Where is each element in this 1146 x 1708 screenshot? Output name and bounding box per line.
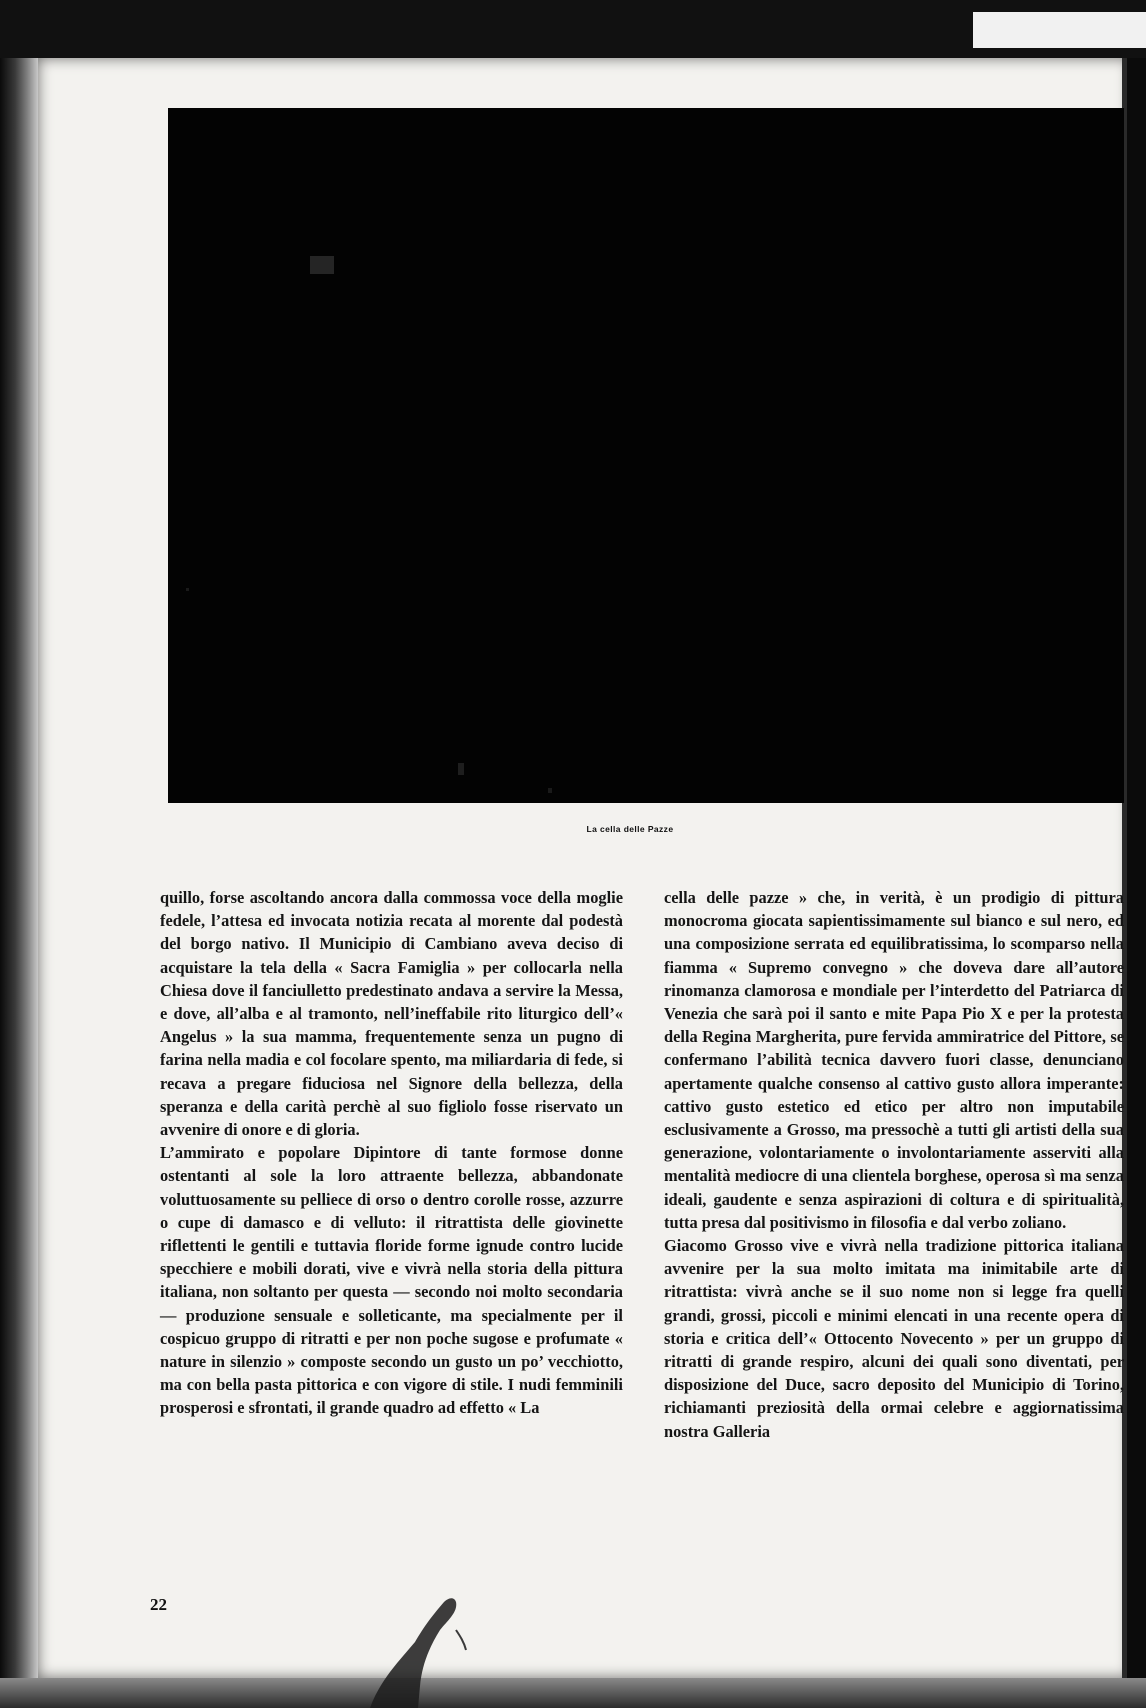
ink-smudge (360, 1590, 480, 1708)
photo-caption: La cella delle Pazze (586, 824, 674, 834)
article-paragraph: L’ammirato e popolare Dipintore di tante formose donne ostentanti al sole la loro attraente bellezza, abbandonate voluttuosamente su pelliece di orso o dentro corolle rosse, azzurre o cupe di damasco e di velluto: il ritrattista delle giovinette riflettenti le gentili e tuttavia floride forme ignude contro lucide specchiere e mobili dorati, vive e vivrà nella storia della pittura italiana, non soltanto per questa — secondo noi molto secondaria — produzione sensuale e solleticante, ma specialmente per il cospicuo gruppo di ritratti e per non poche sugose e profumate « nature in silenzio » composte secondo un gusto un po’ vecchiotto, ma con bella pasta pittorica e con vigore di stile. I nudi femminili prosperosi e sfrontati, il grande quadro ad effetto « La (160, 1143, 623, 1418)
page-number: 22 (150, 1595, 167, 1614)
scan-left-gutter (0, 58, 38, 1708)
scan-bottom-border (0, 1678, 1146, 1708)
article-paragraph: Giacomo Grosso vive e vivrà nella tradizione pittorica italiana avvenire per la sua molto imitata ma inimitabile arte di ritrattista: vivrà anche se il suo nome non si legge fra quelli grandi, grossi, piccoli e minimi elencati in una recente opera di storia e critica dell’« Ottocento Novecento » per un gruppo di ritratti di grande respiro, alcuni dei quali sono diventati, per disposizione del Duce, sacro deposito del Municipio di Torino, richiamanti preziosità della ormai celebre e aggiornatissima nostra Galleria (664, 1236, 1124, 1441)
painting-photo (168, 108, 1124, 803)
article-right-column (664, 886, 1124, 1443)
scan-right-border (1127, 58, 1146, 1708)
article-left-column (160, 886, 623, 1420)
article-paragraph: cella delle pazze » che, in verità, è un prodigio di pittura monocroma giocata sapientissimamente sul bianco e sul nero, ed una composizione serrata ed equilibratissima, lo scomparso nella fiamma « Supremo convegno » che doveva dare all’autore rinomanza clamorosa e mondiale per l’interdetto del Patriarca di Venezia che sarà poi il santo e mite Papa Pio X e per la protesta della Regina Margherita, pure fervida ammiratrice del Pittore, se confermano l’abilità tecnica davvero fuori classe, denunciano apertamente qualche consenso al cattivo gusto allora imperante: cattivo gusto estetico ed etico per altro non imputabile esclusivamente a Grosso, ma pressochè a tutti gli artisti della sua generazione, volontariamente o involontariamente asserviti alla mentalità mediocre di una clientela borghese, operosa sì ma senza ideali, gaudente e senza aspirazioni di coltura e di spiritualità, tutta presa dal positivismo in filosofia e dal verbo zoliano. (664, 888, 1124, 1232)
article-paragraph: quillo, forse ascoltando ancora dalla commossa voce della moglie fedele, l’attesa ed invocata notizia recata al morente dal podestà del borgo nativo. Il Municipio di Cambiano aveva deciso di acquistare la tela della « Sacra Famiglia » per collocarla nella Chiesa dove il fanciulletto predestinato andava a servire la Messa, e dove, all’alba e al tramonto, nell’ineffabile rito liturgico dell’« Angelus » la sua mamma, frequentemente senza un pugno di farina nella madia e col focolare spento, ma miliardaria di fede, si recava a pregare fiduciosa nel Signore della bellezza, della speranza e della carità perchè al suo figliolo fosse riservato un avvenire di onore e di gloria. (160, 888, 623, 1140)
scan-paper-tab (973, 12, 1146, 48)
